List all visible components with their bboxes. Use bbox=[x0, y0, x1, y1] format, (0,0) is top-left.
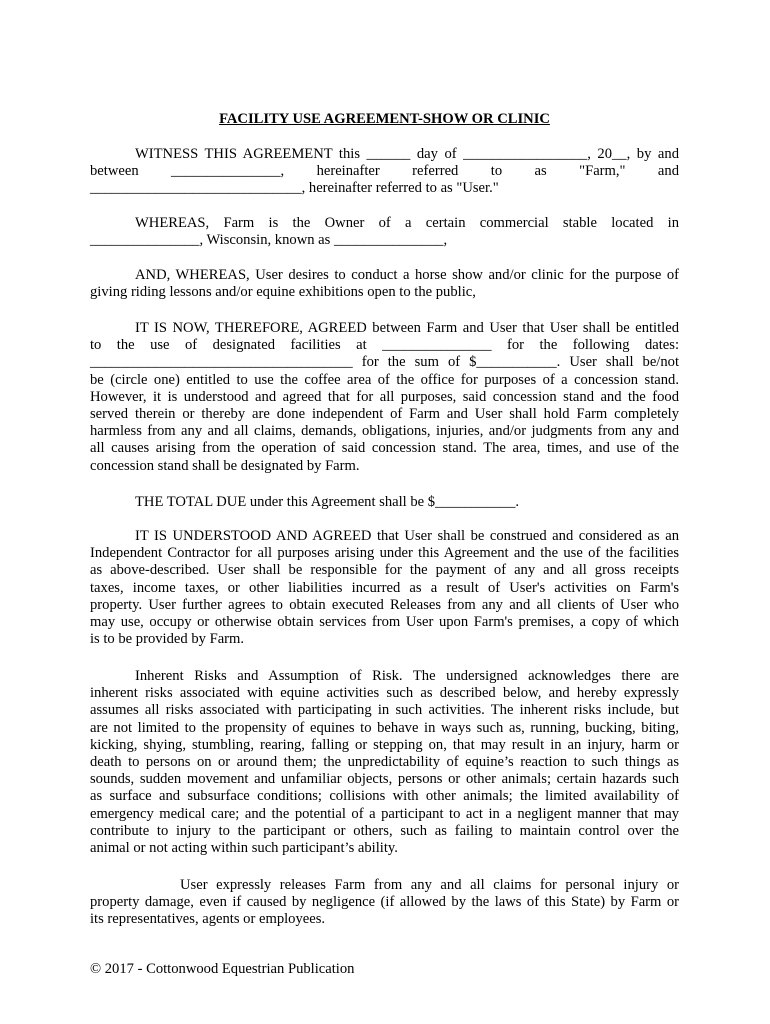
text-line: _______________, Wisconsin, known as _______________, bbox=[90, 232, 448, 249]
text-line: taxes, income taxes, or other liabilities incurred as a result of User's activities on Farm's bbox=[90, 579, 679, 596]
paragraph-release bbox=[90, 877, 679, 929]
paragraph-inherent-risks bbox=[90, 668, 679, 857]
text-line: harmless from any and all claims, demands, obligations, injuries, and/or judgments from any and bbox=[90, 423, 679, 440]
text-line: are not limited to the propensity of equines to behave in ways such as, running, bucking, biting, bbox=[90, 719, 679, 736]
paragraph-witness bbox=[90, 146, 679, 198]
text-line: served therein or thereby are done independent of Farm and User shall hold Farm completely bbox=[90, 405, 679, 422]
text-line: property. User further agrees to obtain executed Releases from any and all clients of User who bbox=[90, 596, 679, 613]
text-line: be (circle one) entitled to use the coffee area of the office for purposes of a concession stand. bbox=[90, 371, 679, 388]
text-line: to the use of designated facilities at _______________ for the following dates: bbox=[90, 337, 679, 354]
text-line: IT IS NOW, THEREFORE, AGREED between Farm and User that User shall be entitled bbox=[135, 320, 679, 336]
text-line: kicking, shying, stumbling, rearing, falling or stepping on, that may result in an injury, harm or bbox=[90, 736, 679, 753]
text-line: contribute to injury to the participant or others, such as failing to maintain control over the bbox=[90, 822, 679, 839]
text-line: assumes all risks associated with participating in such activities. The inherent risks include, but bbox=[90, 702, 679, 719]
document-title: FACILITY USE AGREEMENT-SHOW OR CLINIC bbox=[219, 111, 550, 127]
text-line: emergency medical care; and the potential of a participant to act in a negligent manner that may bbox=[90, 805, 679, 822]
paragraph-total-due bbox=[90, 494, 679, 511]
text-line: its representatives, agents or employees. bbox=[90, 911, 326, 928]
paragraph-agreed-use bbox=[90, 320, 679, 475]
text-line: all causes arising from the operation of said concession stand. The area, times, and use of the bbox=[90, 440, 679, 457]
text-line: giving riding lessons and/or equine exhibitions open to the public, bbox=[90, 284, 476, 301]
text-line: death to persons on or around them; the unpredictability of equine’s reaction to such things as bbox=[90, 753, 679, 770]
text-line: sounds, sudden movement and unfamiliar objects, persons or other animals; certain hazards such bbox=[90, 771, 679, 788]
paragraph-independent-contractor bbox=[90, 528, 679, 648]
text-line: concession stand shall be designated by Farm. bbox=[90, 457, 360, 474]
text-line: WHEREAS, Farm is the Owner of a certain commercial stable located in bbox=[135, 215, 679, 231]
text-line: _____________________________, hereinafter referred to as "User." bbox=[90, 180, 499, 197]
text-line: animal or not acting within such participant’s ability. bbox=[90, 839, 398, 856]
text-line: Inherent Risks and Assumption of Risk. The undersigned acknowledges there are bbox=[135, 668, 679, 684]
paragraph-whereas-owner bbox=[90, 215, 679, 249]
text-line: as surface and subsurface conditions; collisions with other animals; the limited availability of bbox=[90, 788, 679, 805]
text-line: as above-described. User shall be responsible for the payment of any and all gross receipts bbox=[90, 562, 679, 579]
text-line: inherent risks associated with equine activities such as described below, and hereby expressly bbox=[90, 685, 679, 702]
text-line: However, it is understood and agreed that for all purposes, said concession stand and the food bbox=[90, 388, 679, 405]
text-line: property damage, even if caused by negligence (if allowed by the laws of this State) by Farm or bbox=[90, 894, 679, 911]
text-line: THE TOTAL DUE under this Agreement shall be $___________. bbox=[135, 494, 520, 510]
text-line: ____________________________________ for the sum of $___________. User shall be/not bbox=[90, 354, 679, 371]
text-line: AND, WHEREAS, User desires to conduct a horse show and/or clinic for the purpose of bbox=[135, 267, 679, 283]
text-line: IT IS UNDERSTOOD AND AGREED that User shall be construed and considered as an bbox=[135, 528, 679, 544]
text-line: between _______________, hereinafter referred to as "Farm," and bbox=[90, 163, 679, 180]
copyright-footer: © 2017 - Cottonwood Equestrian Publication bbox=[90, 961, 355, 977]
text-line: User expressly releases Farm from any and all claims for personal injury or bbox=[180, 877, 679, 893]
text-line: WITNESS THIS AGREEMENT this ______ day of _________________, 20__, by and bbox=[135, 146, 679, 162]
text-line: Independent Contractor for all purposes arising under this Agreement and the use of the facilities bbox=[90, 545, 679, 562]
paragraph-whereas-user bbox=[90, 267, 679, 301]
text-line: is to be provided by Farm. bbox=[90, 631, 245, 648]
text-line: may use, occupy or otherwise obtain services from User upon Farm's premises, a copy of which bbox=[90, 613, 679, 630]
